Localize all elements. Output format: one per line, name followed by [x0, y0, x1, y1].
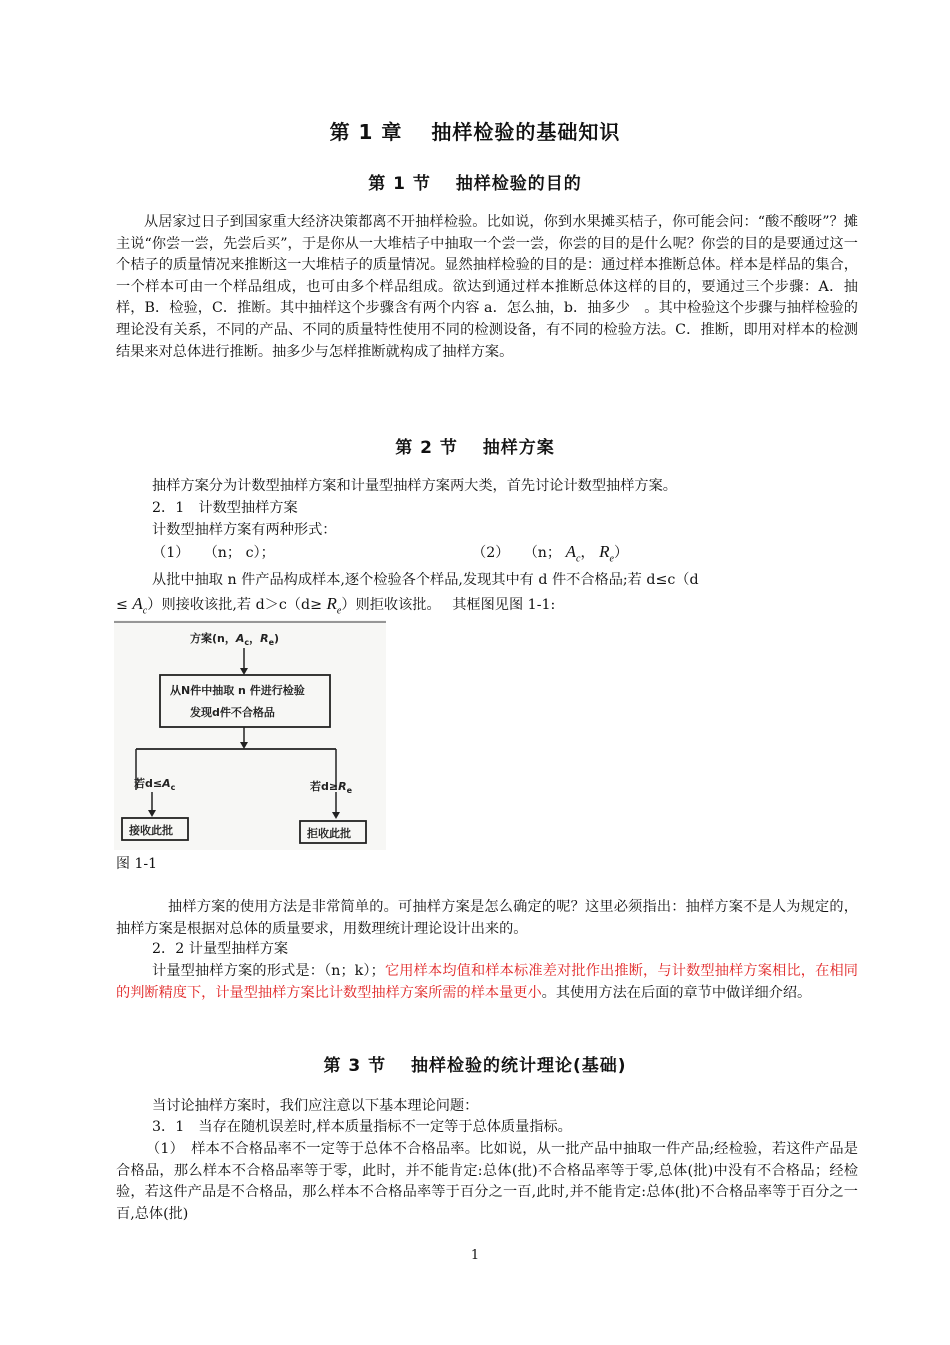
chapter-title: 第 1 章 抽样检验的基础知识: [329, 120, 621, 144]
subsection-3-1-heading: 3．1 当存在随机误差时,样本质量指标不一定等于总体质量指标。: [152, 1119, 572, 1135]
math-Re: $R_e$: [326, 594, 342, 617]
form-2: （2） （n； $A_c$， $R_e$）: [472, 542, 629, 565]
paragraph-plan-usage: 抽样方案的使用方法是非常简单的。可抽样方案是怎么确定的呢？这里必须指出：抽样方案不是人为规定的，抽样方案是根据对总体的质量要求，用数理统计理论设计出来的。: [116, 899, 858, 937]
form-1: （1） （n； c）；: [152, 545, 275, 561]
paragraph-decision-rule-line1: 从批中抽取 n 件产品构成样本,逐个检验各个样品,发现其中有 d 件不合格品;若 d≤c（d: [152, 572, 699, 588]
figure-background: [114, 620, 386, 850]
math-Ac: $A_c$: [565, 542, 581, 565]
left-condition-label: 若$d\le A_c$: [134, 777, 176, 792]
paragraph-theory-intro: 当讨论抽样方案时，我们应注意以下基本理论问题：: [152, 1098, 479, 1114]
process-box-line2: 发现d件不合格品: [190, 706, 275, 719]
math-Ac: $A_c$: [132, 594, 148, 617]
highlighted-text: 它用样本均值和样本标准差对批作出推断，与计数型抽样方案相比，在相同的判断精度下，计量型抽样方案比计数型抽样方案所需的样本量更小: [116, 963, 858, 1001]
flowchart-figure: [114, 620, 386, 850]
page-number: 1: [470, 1248, 480, 1263]
subsection-2-2-heading: 2．2 计量型抽样方案: [152, 941, 289, 957]
figure-plan-label: 方案(n，$A_c$，$R_e$): [190, 632, 280, 647]
reject-label: 拒收此批: [307, 827, 351, 840]
accept-label: 接收此批: [129, 824, 173, 837]
section-3-title: 第 3 节 抽样检验的统计理论(基础): [323, 1056, 627, 1076]
form-2-prefix: （2） （n；: [472, 545, 562, 561]
section-1-title: 第 1 节 抽样检验的目的: [368, 174, 582, 194]
section-2-title: 第 2 节 抽样方案: [395, 438, 555, 458]
paragraph-decision-rule-line2: ≤ $A_c$）则接收该批,若 $d>c(d\ge R_e)$则拒收该批。 其框图见图 1-1:: [116, 594, 556, 617]
process-box-line1: 从N件中抽取 n 件进行检验: [170, 684, 305, 697]
right-condition-label: 若$d\ge R_e$: [310, 780, 353, 795]
paragraph-variables-plan: 计量型抽样方案的形式是：（n；k）；它用样本均值和样本标准差对批作出推断，与计数型抽样方案相比，在相同的判断精度下，计量型抽样方案比计数型抽样方案所需的样本量更小。其使用方法在后面的章节中做详细介绍。: [116, 963, 858, 1001]
paragraph-defect-rate: （1） 样本不合格品率不一定等于总体不合格品率。比如说，从一批产品中抽取一件产品;经检验，若这件产品是合格品，那么样本不合格品率等于零，此时，并不能肯定:总体(批)不合格品率等于零,总体(批)中没有不合格品；经检验，若这件产品是不合格品，那么样本不合格品率等于百分之一百,此时,并不能肯定:总体(批)不合格品率等于百分之一百,总体(批): [116, 1141, 858, 1222]
paragraph-plan-intro: 抽样方案分为计数型抽样方案和计量型抽样方案两大类，首先讨论计数型抽样方案。: [152, 478, 677, 494]
figure-caption: 图 1-1: [116, 856, 157, 872]
subsection-2-1-heading: 2．1 计数型抽样方案: [152, 500, 298, 516]
math-Re: $R_e$: [599, 542, 614, 565]
paragraph-purpose: 从居家过日子到国家重大经济决策都离不开抽样检验。比如说，你到水果摊买桔子，你可能会问：“酸不酸呀”？摊主说“你尝一尝，先尝后买”，于是你从一大堆桔子中抽取一个尝一尝，你尝的目的是什么呢？你尝的目的是要通过这一个桔子的质量情况来推断这一大堆桔子的质量情况。显然抽样检验的目的是：通过样本推断总体。样本是样品的集合，一个样本可由一个样品组成，也可由多个样品组成。欲达到通过样本推断总体这样的目的，要通过三个步骤：A．抽样，B．检验，C．推断。其中抽样这个步骤含有两个内容 a．怎么抽，b．抽多少 。其中检验这个步骤与抽样检验的理论没有关系，不同的产品、不同的质量特性使用不同的检测设备，有不同的检验方法。C．推断，即用对样本的检测结果来对总体进行推断。抽多少与怎样推断就构成了抽样方案。: [116, 214, 858, 360]
paragraph-two-forms: 计数型抽样方案有两种形式：: [152, 522, 337, 538]
